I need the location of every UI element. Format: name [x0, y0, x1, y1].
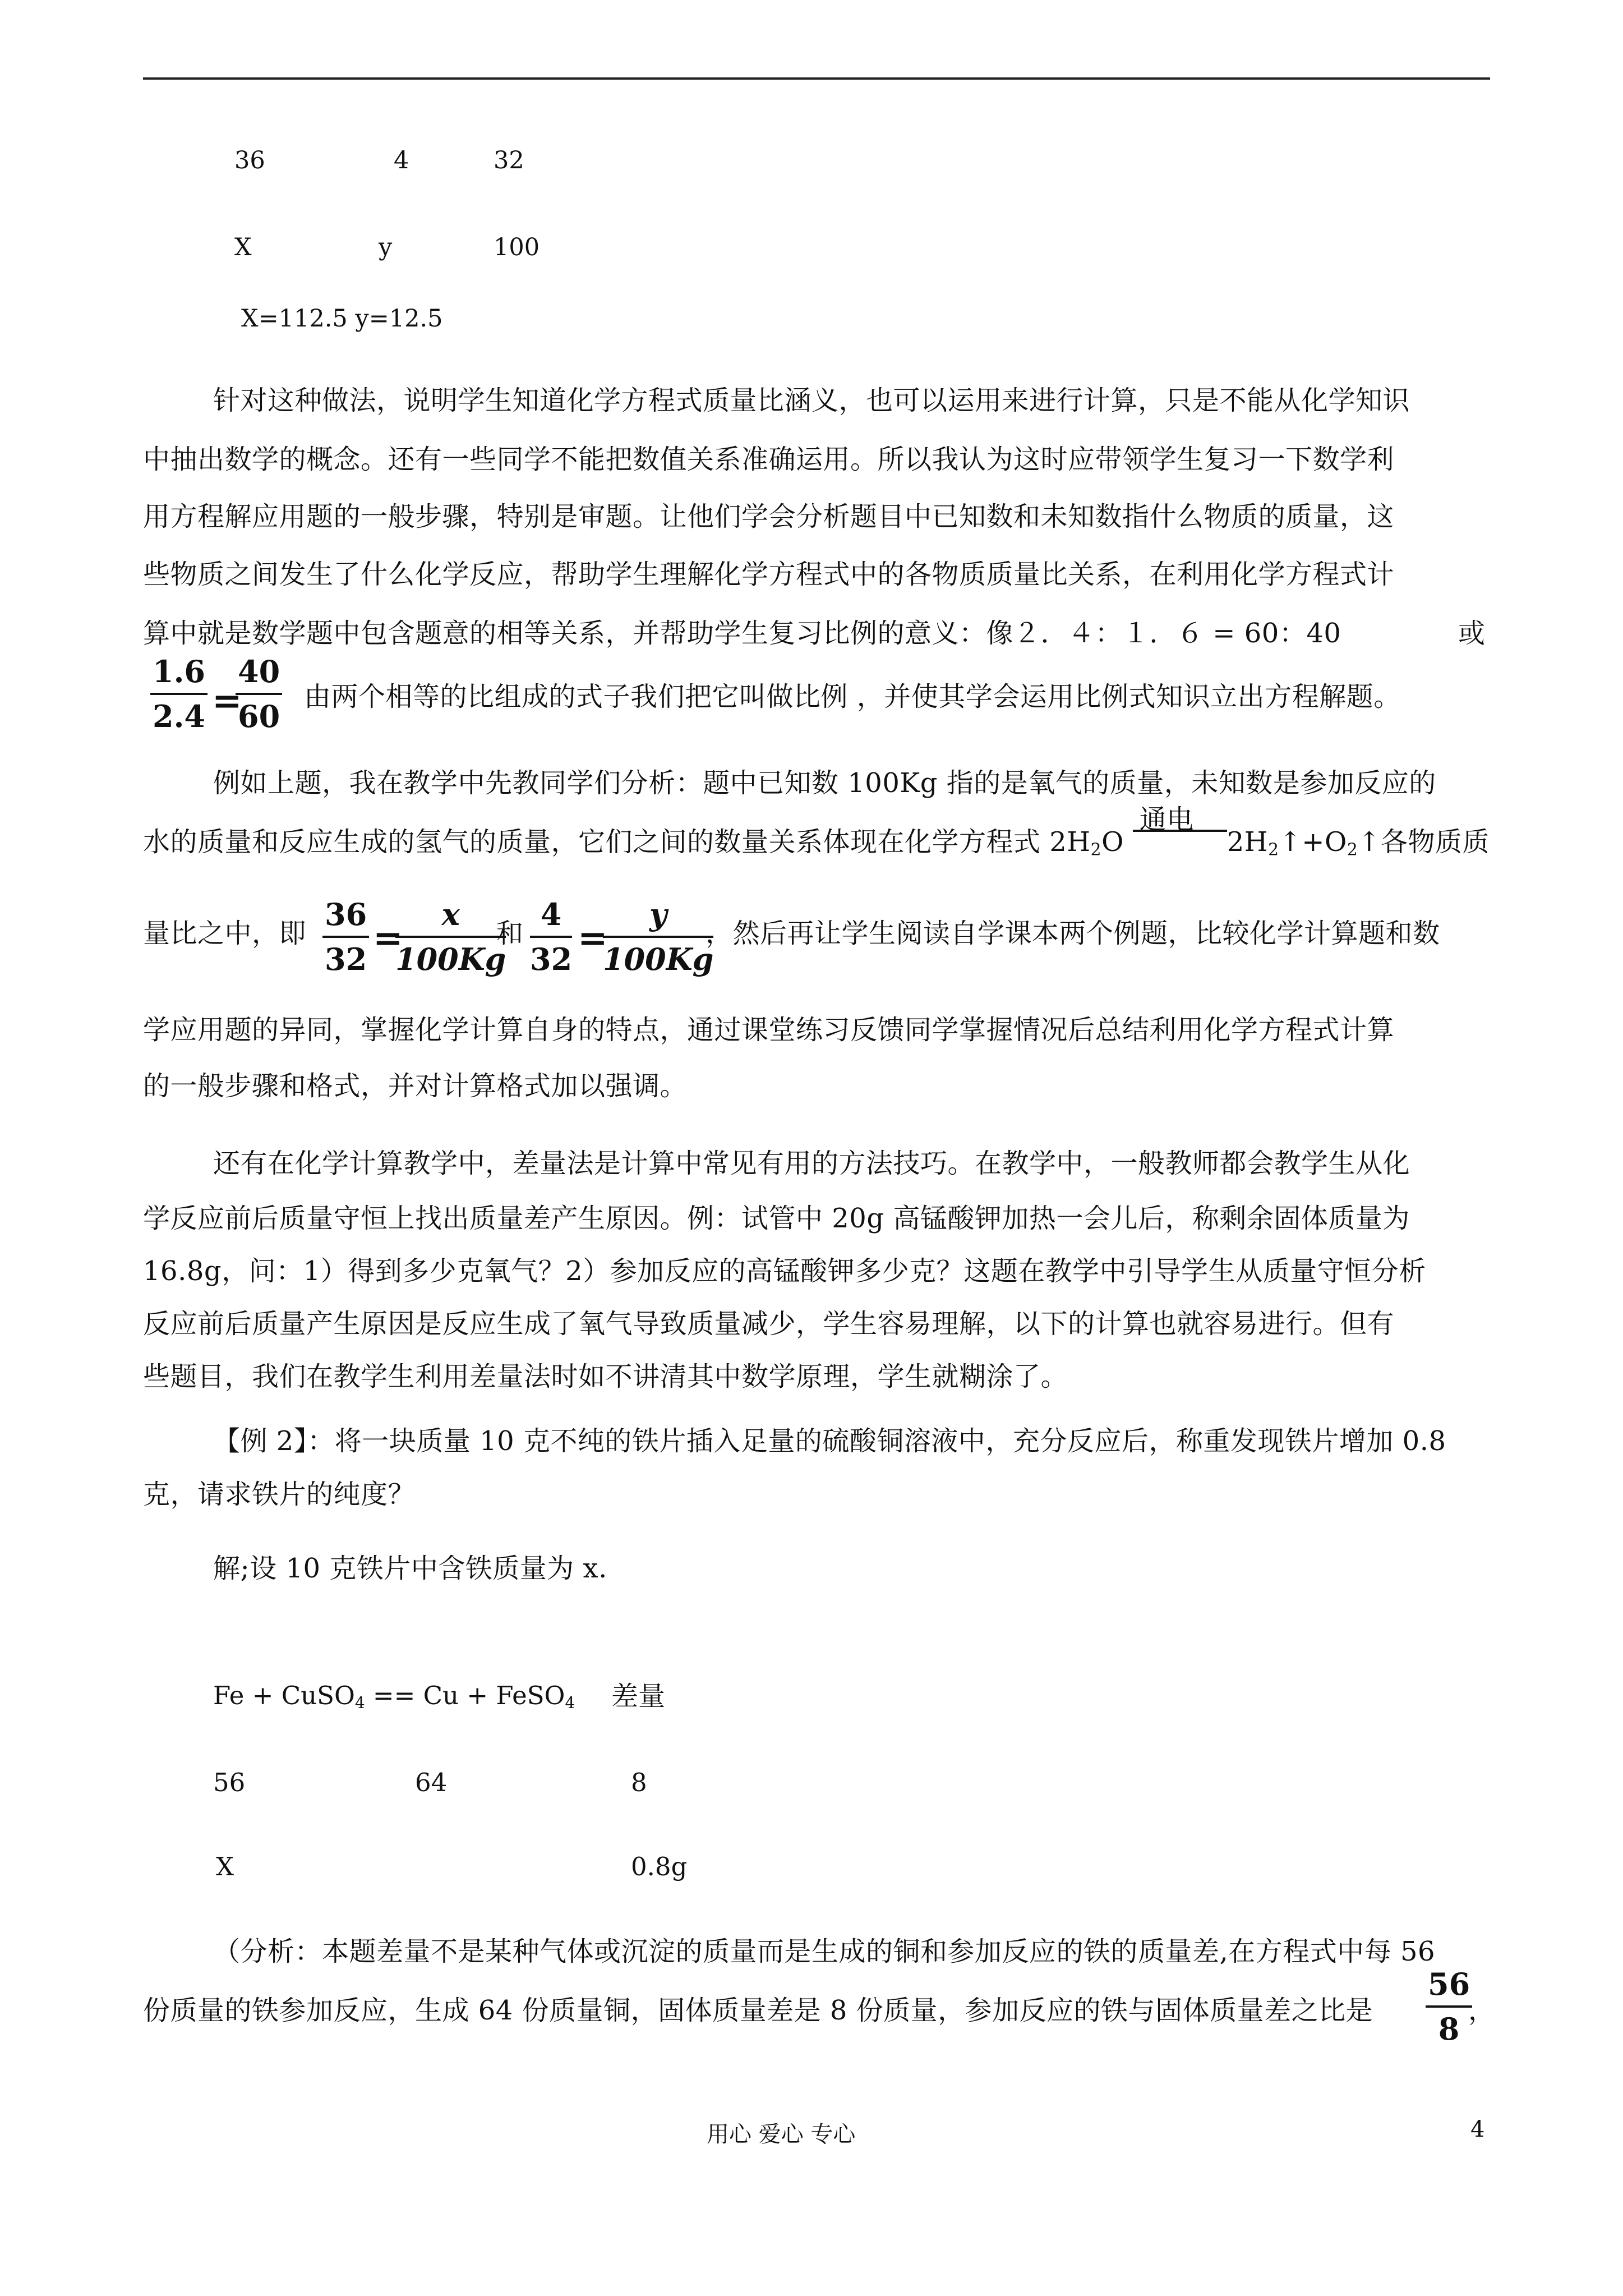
example2-r2-c1: X: [216, 1852, 234, 1881]
example2-solution: 解;设 10 克铁片中含铁质量为 x.: [213, 1553, 607, 1584]
para1-line3: 用方程解应用题的一般步骤，特别是审题。让他们学会分析题目中已知数和未知数指什么物质的质量，这: [143, 501, 1395, 532]
fraction-denominator: 2.4: [153, 698, 205, 734]
para1-fraction-right: [236, 654, 282, 734]
para2-line5: 的一般步骤和格式，并对计算格式加以强调。: [143, 1070, 688, 1102]
analysis-line1: （分析：本题差量不是某种气体或沉淀的质量而是生成的铜和参加反应的铁的质量差,在方程式中每 56: [213, 1936, 1436, 1967]
analysis-line2: 份质量的铁参加反应，生成 64 份质量铜，固体质量差是 8 份质量，参加反应的铁与固体质量差之比是: [143, 1995, 1373, 2026]
para1-fraction-left: [150, 654, 208, 734]
table1-r1-c2: 4: [394, 146, 409, 174]
para2-line4: 学应用题的异同，掌握化学计算自身的特点，通过课堂练习反馈同学掌握情况后总结利用化学方程式计算: [143, 1014, 1395, 1046]
header-rule: [143, 77, 1490, 80]
example2-line1: 【例 2】：将一块质量 10 克不纯的铁片插入足量的硫酸铜溶液中，充分反应后，称重发现铁片增加 0.8: [213, 1425, 1446, 1457]
para3-line2: 学反应前后质量守恒上找出质量差产生原因。例：试管中 20g 高锰酸钾加热一会儿后，称剩余固体质量为: [143, 1203, 1410, 1234]
para2-line3-suffix: ，然后再让学生阅读自学课本两个例题，比较化学计算题和数: [706, 918, 1440, 949]
para3-line5: 些题目，我们在教学生利用差量法时如不讲清其中数学原理，学生就糊涂了。: [143, 1361, 1068, 1392]
para3-line4: 反应前后质量产生原因是反应生成了氧气导致质量减少，学生容易理解，以下的计算也就容易进行。但有: [143, 1308, 1395, 1340]
table1-result: X=112.5 y=12.5: [241, 305, 443, 333]
para2-line3-prefix: 量比之中，即: [143, 918, 307, 949]
para1-line5: 算中就是数学题中包含题意的相等关系，并帮助学生复习比例的意义：像２．４：１．６ = 60：40: [143, 618, 1341, 649]
analysis-fraction: $\frac{56}{8}$: [1426, 1966, 1472, 2047]
fraction-numerator: 1.6: [150, 654, 208, 695]
ratio-36-32: $\frac{36}{32}$: [322, 896, 369, 977]
fraction-numerator: 40: [236, 654, 282, 695]
example2-r1-c2: 64: [415, 1768, 448, 1797]
table1-r1-c1: 36: [234, 146, 265, 174]
equals-sign: =: [373, 917, 403, 959]
ratio-x-100kg: $\frac{x}{100Kg}$: [395, 896, 506, 977]
table1-r2-c3: 100: [494, 233, 540, 261]
and-word: 和: [496, 918, 524, 949]
para2-line1: 例如上题，我在教学中先教同学们分析：题中已知数 100Kg 指的是氧气的质量，未知数是参加反应的: [213, 767, 1436, 799]
page-number: 4: [1470, 2116, 1485, 2142]
equals-sign: =: [212, 680, 242, 722]
example2-r1-c3: 8: [631, 1768, 647, 1797]
para1-line6: 由两个相等的比组成的式子我们把它叫做比例 ，并使其学会运用比例式知识立出方程解题。: [304, 681, 1401, 712]
ratio-y-100kg: $\frac{y}{100Kg}$: [603, 896, 714, 977]
para3-line3: 16.8g，问：1）得到多少克氧气？2）参加反应的高锰酸钾多少克？这题在教学中引导学生从质量守恒分析: [143, 1255, 1426, 1287]
para1-line4: 些物质之间发生了什么化学反应，帮助学生理解化学方程式中的各物质质量比关系，在利用化学方程式计: [143, 559, 1395, 590]
analysis-comma: ，: [1468, 1995, 1496, 2026]
para1-or: 或: [1458, 618, 1486, 649]
example2-r1-c1: 56: [213, 1768, 246, 1797]
example2-r2-c2: 0.8g: [631, 1852, 688, 1881]
para1-line2: 中抽出数学的概念。还有一些同学不能把数值关系准确运用。所以我认为这时应带领学生复习一下数学利: [143, 444, 1395, 475]
equals-sign: =: [578, 917, 608, 959]
example2-line2: 克，请求铁片的纯度？: [143, 1479, 416, 1510]
para3-line1: 还有在化学计算教学中，差量法是计算中常见有用的方法技巧。在教学中，一般教师都会教学生从化: [213, 1148, 1410, 1179]
table1-r1-c3: 32: [494, 146, 524, 174]
reaction-condition: 通电: [1139, 804, 1194, 835]
para2-line2: 水的质量和反应生成的氢气的质量，它们之间的数量关系体现在化学方程式 $2H_2O$ 通电 $2H_2↑+O_2↑$各物质质: [143, 804, 1490, 860]
ratio-4-32: $\frac{4}{32}$: [530, 896, 573, 977]
para1-line1: 针对这种做法，说明学生知道化学方程式质量比涵义，也可以运用来进行计算，只是不能从化学知识: [213, 385, 1410, 416]
example2-equation: Fe + CuSO$_4$ == Cu + FeSO$_4$: [213, 1681, 575, 1712]
example2-difference-label: 差量: [611, 1681, 666, 1712]
table1-r2-c2: y: [379, 233, 393, 261]
footer-motto: 用心 爱心 专心: [707, 2122, 856, 2147]
table1-r2-c1: X: [234, 233, 252, 261]
reaction-condition-arrow: [1133, 804, 1227, 855]
fraction-denominator: 60: [238, 698, 280, 734]
